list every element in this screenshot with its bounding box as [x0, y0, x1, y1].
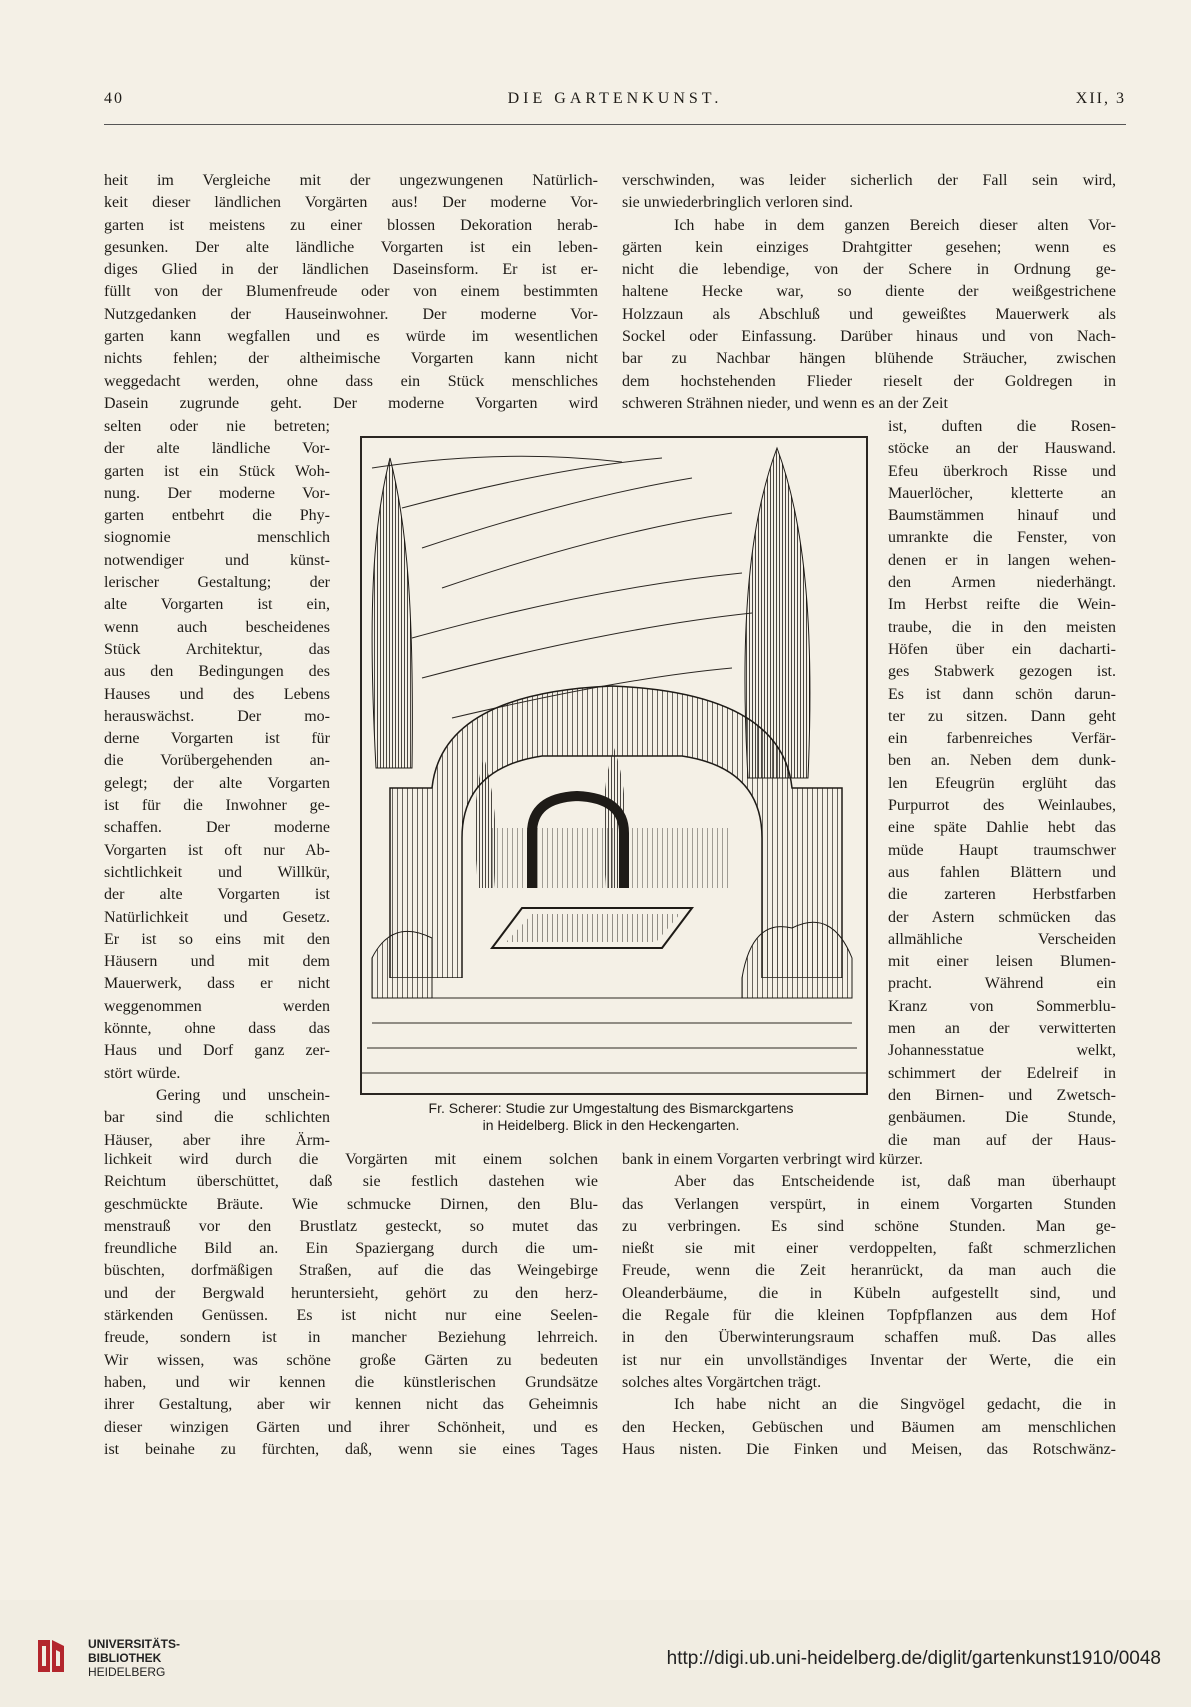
sky-lines	[372, 456, 752, 718]
text-line: Reichtum überschüttet, daß sie festlich dastehen wie	[104, 1173, 598, 1191]
text-line: schimmert der Edelreif in	[888, 1064, 1116, 1082]
text-line: lichkeit wird durch die Vorgärten mit einem solchen	[104, 1151, 598, 1168]
text-line: nichts fehlen; der altheimische Vorgarten kann nicht	[104, 350, 598, 368]
text-line: solches altes Vorgärtchen trägt.	[622, 1373, 822, 1391]
text-line: füllt von der Blumenfreude oder von einem bestimmten	[104, 283, 598, 301]
text-line: notwendiger und künst-	[104, 551, 330, 569]
text-line: Mauerlöcher, kletterte an	[888, 484, 1116, 502]
text-line: Wir wissen, was schöne große Gärten zu bedeuten	[104, 1351, 598, 1369]
text-line: weggedacht werden, ohne dass ein Stück menschliches	[104, 372, 598, 390]
text-line: Haus und Dorf ganz zer-	[104, 1042, 330, 1060]
text-line: der Astern schmücken das	[888, 908, 1116, 926]
text-line: garten kann wegfallen und es würde im wesentlichen	[104, 328, 598, 346]
caption-line-2: in Heidelberg. Blick in den Heckengarten.	[482, 1117, 740, 1133]
text-line: den Hecken, Gebüschen und Bäumen am menschlichen	[622, 1418, 1116, 1436]
text-line: Hauses und des Lebens	[104, 685, 330, 703]
text-line: freude, sondern ist in mancher Beziehung lehrreich.	[104, 1329, 598, 1347]
text-line: derne Vorgarten ist für	[104, 730, 330, 748]
left-wrap-text	[104, 416, 330, 1152]
text-line: die Regale für die kleinen Topfpflanzen aus dem Hof	[622, 1307, 1116, 1325]
right-wrap-text	[888, 416, 1116, 1152]
text-line: Holzzaun als Abschluß und geweißtes Mauerwerk als	[622, 305, 1116, 323]
text-line: men an der verwitterten	[888, 1020, 1116, 1038]
text-line: Höfen über ein dacharti-	[888, 640, 1116, 658]
text-line: der alte ländliche Vor-	[104, 440, 330, 458]
text-line: Oleanderbäume, die in Kübeln aufgestellt sind, und	[622, 1284, 1116, 1302]
text-line: freundliche Bild an. Ein Spaziergang durch die um-	[104, 1240, 598, 1258]
text-line: gärten kein einziges Drahtgitter gesehen; wenn es	[622, 238, 1116, 256]
text-line: büschten, dorfmäßigen Straßen, auf die das Weingebirge	[104, 1262, 598, 1280]
text-line: die zarteren Herbstfarben	[888, 886, 1116, 904]
text-line: schaffen. Der moderne	[104, 819, 330, 837]
text-line: Purpurrot des Weinlaubes,	[888, 797, 1116, 815]
running-header	[104, 86, 1126, 112]
text-line: stärkenden Genüssen. Es ist nicht nur eine Seelen-	[104, 1307, 598, 1325]
text-line: verschwinden, was leider sicherlich der Fall sein wird,	[622, 172, 1116, 189]
text-line: Gering und unschein-	[156, 1086, 330, 1104]
text-line: ist beinahe zu fürchten, daß, wenn sie eines Tages	[104, 1440, 598, 1458]
figure-caption	[346, 1100, 876, 1134]
text-line: alte Vorgarten ist ein,	[104, 596, 330, 614]
text-line: bar sind die schlichten	[104, 1109, 330, 1127]
text-line: die Vorübergehenden an-	[104, 752, 330, 770]
text-line: garten ist meistens zu einer blossen Dekoration herab-	[104, 216, 598, 234]
text-line: schweren Strähnen nieder, und wenn es an der Zeit	[622, 394, 948, 412]
text-line: denen er in langen wehen-	[888, 551, 1116, 569]
text-line: herauswächst. Der mo-	[104, 707, 330, 725]
text-line: selten oder nie betreten;	[104, 418, 330, 435]
text-line: pracht. Während ein	[888, 975, 1116, 993]
text-line: ein farbenreiches Verfär-	[888, 730, 1116, 748]
text-line: traube, die in den meisten	[888, 618, 1116, 636]
text-line: Freude, wenn die Zeit heranrückt, da man auch die	[622, 1262, 1116, 1280]
text-line: Im Herbst reifte die Wein-	[888, 596, 1116, 614]
text-line: nicht die lebendige, von der Schere in Ordnung ge-	[622, 261, 1116, 279]
text-line: sie unwiederbringlich verloren sind.	[622, 194, 854, 212]
right-column-top	[622, 170, 1116, 415]
text-line: lerischer Gestaltung; der	[104, 574, 330, 592]
text-line: Mauerwerk, dass er nicht	[104, 975, 330, 993]
journal-title: DIE GARTENKUNST.	[507, 90, 723, 107]
header-rule	[104, 124, 1126, 125]
text-line: aus fahlen Blättern und	[888, 863, 1116, 881]
text-line: Dasein zugrunde geht. Der moderne Vorgarten wird	[104, 394, 598, 412]
text-line: geschmückte Bräute. Wie schmucke Dirnen, den Blu-	[104, 1195, 598, 1213]
text-line: könnte, ohne dass das	[104, 1020, 330, 1038]
text-line: bar zu Nachbar hängen blühende Sträucher, zwischen	[622, 350, 1116, 368]
text-line: heit im Vergleiche mit der ungezwungenen Natürlich-	[104, 172, 598, 189]
caption-line-1: Fr. Scherer: Studie zur Umgestaltung des Bismarckgartens	[428, 1100, 794, 1116]
text-line: gesunken. Der alte ländliche Vorgarten ist ein leben-	[104, 238, 598, 256]
left-cypress	[372, 458, 412, 768]
library-logo-icon	[36, 1636, 66, 1676]
text-line: die man auf der Haus-	[888, 1131, 1116, 1149]
text-line: in den Überwinterungsraum schaffen muß. Das alles	[622, 1329, 1116, 1347]
text-line: Stück Architektur, das	[104, 640, 330, 658]
text-line: mit einer leisen Blumen-	[888, 953, 1116, 971]
library-line-3: HEIDELBERG	[88, 1665, 166, 1679]
text-line: haltene Hecke war, so diente der weißgestrichene	[622, 283, 1116, 301]
library-line-1: UNIVERSITÄTS-	[88, 1637, 181, 1651]
text-line: garten ist ein Stück Woh-	[104, 462, 330, 480]
text-line: weggenommen werden	[104, 997, 330, 1015]
text-line: den Armen niederhängt.	[888, 574, 1116, 592]
text-line: Aber das Entscheidende ist, daß man überhaupt	[674, 1173, 1116, 1191]
text-line: haben, und wir kennen die künstlerischen Grundsätze	[104, 1373, 598, 1391]
text-line: Vorgarten ist oft nur Ab-	[104, 841, 330, 859]
text-line: Es ist dann schön darun-	[888, 685, 1116, 703]
text-line: keit dieser ländlichen Vorgärten aus! Der moderne Vor-	[104, 194, 598, 212]
text-line: ist für die Inwohner ge-	[104, 797, 330, 815]
flowering-shrub	[742, 922, 852, 998]
text-line: genbäumen. Die Stunde,	[888, 1109, 1116, 1127]
text-line: Nutzgedanken der Hauseinwohner. Der moderne Vor-	[104, 305, 598, 323]
text-line: Er ist so eins mit den	[104, 930, 330, 948]
text-line: umrankte die Fenster, von	[888, 529, 1116, 547]
text-line: Efeu überkroch Risse und	[888, 462, 1116, 480]
left-column-bottom	[104, 1149, 598, 1461]
text-line: menstrauß vor den Brustlatz gesteckt, so mutet das	[104, 1217, 598, 1235]
text-line: ist, duften die Rosen-	[888, 418, 1116, 435]
left-column-top	[104, 170, 598, 415]
text-line: diges Glied in der ländlichen Daseinsform. Er ist er-	[104, 261, 598, 279]
page-number: 40	[104, 90, 124, 107]
volume-issue: XII, 3	[1075, 90, 1126, 107]
text-line: Johannesstatue welkt,	[888, 1042, 1116, 1060]
text-line: dem hochstehenden Flieder rieselt der Goldregen in	[622, 372, 1116, 390]
text-line: ter zu sitzen. Dann geht	[888, 707, 1116, 725]
text-line: garten entbehrt die Phy-	[104, 507, 330, 525]
hedge-garden-drawing	[362, 438, 866, 1093]
text-line: Ich habe nicht an die Singvögel gedacht, die in	[674, 1396, 1116, 1414]
text-line: aus den Bedingungen des	[104, 663, 330, 681]
text-line: wenn auch bescheidenes	[104, 618, 330, 636]
source-url-link[interactable]: http://digi.ub.uni-heidelberg.de/diglit/gartenkunst1910/0048	[666, 1648, 1161, 1669]
text-line: das Verlangen verspürt, in einem Vorgarten Stunden	[622, 1195, 1116, 1213]
text-line: ges Stabwerk gezogen ist.	[888, 663, 1116, 681]
text-line: stört würde.	[104, 1064, 181, 1082]
text-line: Natürlichkeit und Gesetz.	[104, 908, 330, 926]
text-line: sichtlichkeit und Willkür,	[104, 863, 330, 881]
right-column-bottom	[622, 1149, 1116, 1461]
library-name	[88, 1637, 180, 1679]
text-line: ist nur ein unvollständiges Inventar der Werte, die ein	[622, 1351, 1116, 1369]
text-line: Baumstämmen hinauf und	[888, 507, 1116, 525]
text-line: siognomie menschlich	[104, 529, 330, 547]
text-line: eine späte Dahlie hebt das	[888, 819, 1116, 837]
garden-illustration	[360, 436, 868, 1095]
text-line: nießt sie mit einer verdoppelten, faßt schmerzlichen	[622, 1240, 1116, 1258]
text-line: stöcke an der Hauswand.	[888, 440, 1116, 458]
text-line: Haus nisten. Die Finken und Meisen, das Rotschwänz-	[622, 1440, 1116, 1458]
digitization-footer	[0, 1600, 1191, 1707]
text-line: dieser winzigen Gärten und ihrer Schönheit, und es	[104, 1418, 598, 1436]
library-line-2: BIBLIOTHEK	[88, 1651, 162, 1665]
text-line: len Efeugrün erglüht das	[888, 774, 1116, 792]
text-line: müde Haupt traumschwer	[888, 841, 1116, 859]
small-cypress-right	[603, 748, 626, 888]
text-line: Ich habe in dem ganzen Bereich dieser alten Vor-	[674, 216, 1116, 234]
text-line: Häusern und mit dem	[104, 953, 330, 971]
text-line: zu verbringen. Es sind schöne Stunden. Man ge-	[622, 1217, 1116, 1235]
text-line: ben an. Neben dem dunk-	[888, 752, 1116, 770]
text-line: allmähliche Verscheiden	[888, 930, 1116, 948]
text-line: gelegt; der alte Vorgarten	[104, 774, 330, 792]
text-line: Sockel oder Einfassung. Darüber hinaus und von Nach-	[622, 328, 1116, 346]
text-line: bank in einem Vorgarten verbringt wird kürzer.	[622, 1151, 923, 1168]
text-line: Häuser, aber ihre Ärm-	[104, 1131, 330, 1149]
text-line: ihrer Gestaltung, aber wir kennen nicht das Geheimnis	[104, 1396, 598, 1414]
text-line: und der Bergwald heruntersieht, gehört zu den herz-	[104, 1284, 598, 1302]
left-shrub	[372, 931, 432, 998]
text-line: Kranz von Sommerblu-	[888, 997, 1116, 1015]
text-line: nung. Der moderne Vor-	[104, 484, 330, 502]
text-line: den Birnen- und Zwetsch-	[888, 1086, 1116, 1104]
text-line: der alte Vorgarten ist	[104, 886, 330, 904]
